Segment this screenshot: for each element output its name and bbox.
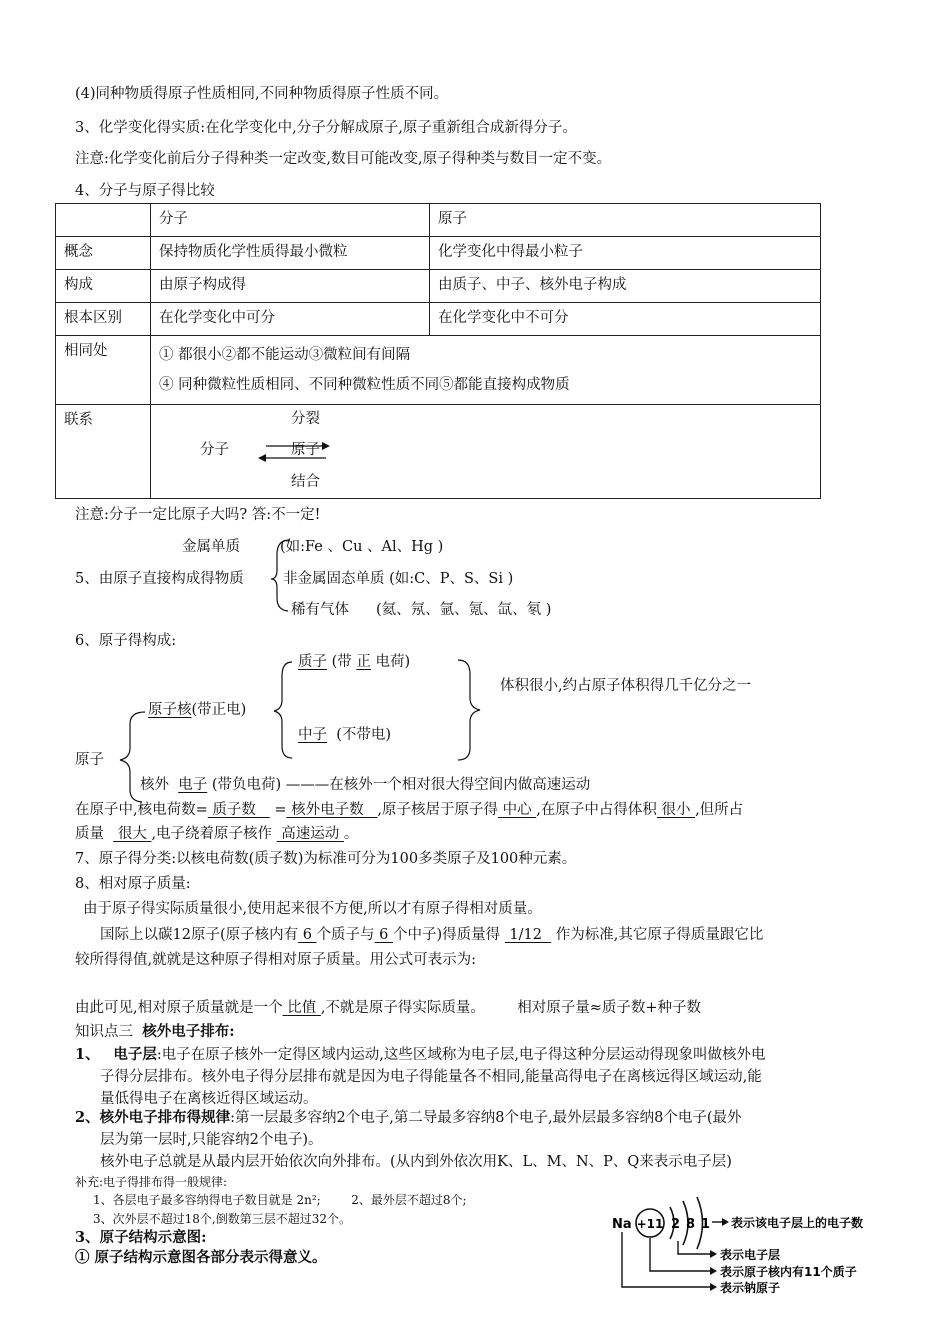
text: 1、各层电子最多容纳得电子数目就是 2n²; [93, 1193, 321, 1207]
text: :电子在原子核外一定得区域内运动,这些区域称为电子层,电子得这种分层运动得现象叫做核外电 [156, 1047, 766, 1063]
text: 。 [343, 826, 359, 842]
paragraph-line: 核外电子总就是从最内层开始依次向外排布。(从内到外依次用K、L、M、N、P、Q来表示电子层) [100, 1154, 732, 1170]
fill-blank: 6 [302, 927, 312, 943]
split-label: 分裂 [291, 411, 320, 427]
shell-count: 1 [701, 1217, 711, 1232]
fill-blank: 核外电子数 [291, 802, 364, 818]
table-cell: 相同处 [56, 336, 151, 405]
nucleus-label: 原子核 [148, 702, 192, 718]
table-cell: 在化学变化中可分 [151, 303, 430, 336]
text: 核外电子排布: [142, 1023, 235, 1040]
combine-label: 结合 [291, 474, 320, 490]
text: 由此可见,相对原子质量就是一个 [75, 1000, 283, 1016]
table-cell: 化学变化中得最小粒子 [430, 237, 821, 270]
fill-blank: 很大 [117, 826, 147, 842]
fill-blank: 很小 [661, 802, 691, 818]
supplement-line: 3、次外层不超过18个,倒数第三层不超过32个。 [93, 1212, 351, 1226]
text: 电荷) [375, 654, 411, 670]
molecule-label: 分子 [200, 442, 229, 458]
table-cell: 保持物质化学性质得最小微粒 [151, 237, 430, 270]
noble-label: 稀有气体 [291, 602, 349, 618]
text: (不带电) [336, 727, 392, 743]
label-protons: 表示原子核内有11个质子 [720, 1265, 857, 1279]
proton-charge: 正 [356, 654, 371, 670]
table-cell: 由原子构成得 [151, 270, 430, 303]
section-heading: 6、原子得构成: [75, 633, 177, 649]
fill-blank: 中心 [502, 802, 532, 818]
supplement-title: 补充:电子得排布得一般规律: [75, 1175, 228, 1189]
text: 1、 [75, 1046, 100, 1063]
label-electrons: 表示该电子层上的电子数 [731, 1216, 864, 1230]
table-cell: 由质子、中子、核外电子构成 [430, 270, 821, 303]
section-heading: 3、原子结构示意图: [75, 1229, 207, 1246]
metal-example: (如:Fe 、Cu 、Al、Hg ) [280, 539, 444, 555]
paragraph-line: 较所得得值,就就是这种原子得相对原子质量。用公式可表示为: [75, 952, 476, 968]
electron-label: 电子 [178, 777, 208, 793]
atom-label: 原子 [291, 442, 320, 458]
text: 2、最外层不超过8个; [351, 1193, 467, 1207]
table-cell: 概念 [56, 237, 151, 270]
same-line: ① 都很小②都不能运动③微粒间有间隔 [159, 347, 411, 363]
fill-blank: 比值 [287, 1000, 317, 1016]
nucleus-charge: +11 [636, 1217, 664, 1231]
text: 作为标准,其它原子得质量跟它比 [555, 927, 764, 943]
text: 国际上以碳12原子(原子核内有 [100, 927, 299, 943]
volume-note: 体积很小,约占原子体积得几千亿分之一 [500, 678, 752, 694]
section-heading: 7、原子得分类:以核电荷数(质子数)为标准可分为100多类原子及100种元素。 [75, 851, 577, 867]
text: ,原子核居于原子得 [377, 802, 499, 818]
fill-blank: 高速运动 [281, 826, 340, 842]
text: 相对原子量≈质子数+种子数 [517, 1000, 702, 1016]
text-line: (4)同种物质得原子性质相同,不同种物质得原子性质不同。 [75, 86, 449, 102]
section-heading: 4、分子与原子得比较 [75, 183, 215, 199]
label-layer: 表示电子层 [720, 1248, 781, 1262]
text: ,在原子中占得体积 [536, 802, 657, 818]
text-line: 3、化学变化得实质:在化学变化中,分子分解成原子,原子重新组合成新得分子。 [75, 120, 577, 136]
text: ,电子绕着原子核作 [151, 826, 273, 842]
text: 2、核外电子排布得规律 [75, 1109, 231, 1126]
text: 质量 [75, 826, 104, 842]
text: 知识点三 [75, 1024, 133, 1040]
proton-label: 质子 [298, 654, 327, 670]
table-cell: 构成 [56, 270, 151, 303]
text: (带 [331, 654, 352, 670]
text: 核外 [140, 777, 169, 793]
note-line: 注意:分子一定比原子大吗? 答:不一定! [75, 507, 321, 523]
section-heading: 5、由原子直接构成得物质 [75, 571, 244, 587]
nonmetal-label: 非金属固态单质 (如:C、P、S、Si ) [283, 571, 514, 587]
table-cell: 在化学变化中不可分 [430, 303, 821, 336]
text: 电子层 [113, 1046, 157, 1063]
section-heading: 8、相对原子质量: [75, 876, 191, 892]
atom-label: 原子 [75, 752, 104, 768]
same-line: ④ 同种微粒性质相同、不同种微粒性质不同⑤都能直接构成物质 [159, 377, 570, 393]
text: 个中子)得质量得 [393, 927, 501, 943]
fill-blank: 质子数 [212, 802, 256, 818]
element-symbol: Na [612, 1217, 632, 1232]
text: = [274, 802, 287, 818]
text: (带正电) [191, 702, 247, 718]
text: 个质子与 [316, 927, 375, 943]
text: ,但所占 [695, 802, 744, 818]
shell-count: 2 [671, 1217, 681, 1232]
text: :第一层最多容纳2个电子,第二导最多容纳8个电子,最外层最多容纳8个电子(最外 [230, 1110, 742, 1126]
fill-blank: 1/12 [509, 927, 542, 943]
metal-label: 金属单质 [182, 539, 240, 555]
paragraph-line: 子得分层排布。核外电子得分层排布就是因为电子得能量各不相同,能量高得电子在离核远得区域运动,能 [100, 1069, 762, 1085]
text: ,不就是原子得实际质量。 [320, 1000, 485, 1016]
paragraph-line: 量低得电子在离核近得区域运动。 [100, 1091, 318, 1107]
fill-blank: 6 [379, 927, 389, 943]
label-atom: 表示钠原子 [720, 1281, 781, 1295]
section-heading: ① 原子结构示意图各部分表示得意义。 [75, 1249, 327, 1266]
paragraph-line: 层为第一层时,只能容纳2个电子)。 [100, 1132, 323, 1148]
text: (带负电荷) ———在核外一个相对很大得空间内做高速运动 [211, 777, 591, 793]
text-line: 注意:化学变化前后分子得种类一定改变,数目可能改变,原子得种类与数目一定不变。 [75, 151, 612, 167]
text: 在原子中,核电荷数= [75, 802, 208, 818]
neutron-label: 中子 [298, 727, 327, 743]
text-line: 由于原子得实际质量很小,使用起来很不方便,所以才有原子得相对质量。 [83, 901, 542, 917]
shell-count: 8 [686, 1217, 696, 1232]
table-header-cell: 分子 [151, 204, 430, 237]
table-cell: 联系 [56, 405, 151, 499]
table-cell: 根本区别 [56, 303, 151, 336]
noble-example: (氦、氖、氩、氪、氙、氡 ) [376, 602, 552, 618]
table-header-cell: 原子 [430, 204, 821, 237]
